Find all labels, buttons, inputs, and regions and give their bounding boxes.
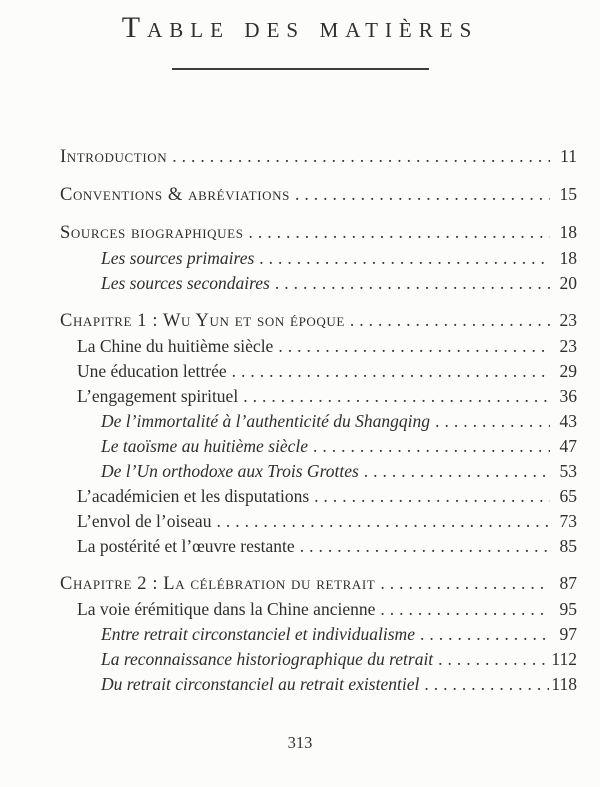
toc-entry-page: 53 <box>559 461 577 481</box>
toc-entry-page: 23 <box>559 310 577 330</box>
toc-entry-page: 87 <box>559 573 577 593</box>
toc-entry <box>60 597 577 622</box>
toc-entry <box>60 509 577 534</box>
dot-leader <box>350 308 550 333</box>
toc-entry <box>60 622 577 647</box>
toc-entry <box>60 308 577 334</box>
toc-entry-label: La reconnaissance historiographique du retrait <box>101 649 434 669</box>
dot-leader <box>420 622 550 647</box>
dot-leader <box>364 459 550 484</box>
toc-entry-page: 85 <box>559 536 577 556</box>
dot-leader <box>172 144 550 169</box>
toc-entry-label: Sources biographiques <box>60 223 244 243</box>
toc-entry <box>60 409 577 434</box>
toc-entry-page: 11 <box>560 146 577 166</box>
toc-entry <box>60 484 577 509</box>
dot-leader <box>243 384 550 409</box>
page-header <box>0 0 600 70</box>
toc-entry-label: De l’Un orthodoxe aux Trois Grottes <box>101 461 359 481</box>
title-divider <box>172 68 429 70</box>
toc-entry-page: 73 <box>559 511 577 531</box>
dot-leader <box>259 246 550 271</box>
dot-leader <box>275 271 550 296</box>
toc-entry-page: 15 <box>559 184 577 204</box>
toc-entry-page: 65 <box>559 486 577 506</box>
toc-entry-page: 95 <box>559 599 577 619</box>
toc-entry <box>60 182 577 208</box>
dot-leader <box>424 672 549 697</box>
toc-entry-page: 18 <box>559 248 577 268</box>
toc-entry-page: 36 <box>559 386 577 406</box>
dot-leader <box>314 484 550 509</box>
toc-entry <box>60 334 577 359</box>
page-title: Table des matières <box>121 11 479 44</box>
toc-entry-label: L’envol de l’oiseau <box>77 511 212 531</box>
toc-entry <box>60 359 577 384</box>
toc-entry-label: Introduction <box>60 147 168 167</box>
toc-entry-label: La postérité et l’œuvre restante <box>77 536 295 556</box>
dot-leader <box>300 534 550 559</box>
toc-entry-label: Du retrait circonstanciel au retrait existentiel <box>101 674 420 694</box>
toc-entry <box>60 571 577 597</box>
toc-entry <box>60 647 577 672</box>
dot-leader <box>249 220 550 245</box>
dot-leader <box>295 182 550 207</box>
dot-leader <box>438 647 549 672</box>
toc-entry <box>60 271 577 296</box>
toc-entry <box>60 459 577 484</box>
toc-entry-page: 29 <box>559 361 577 381</box>
toc-entry-label: La voie érémitique dans la Chine ancienne <box>77 599 376 619</box>
toc-entry-label: L’engagement spirituel <box>77 386 239 406</box>
dot-leader <box>380 597 550 622</box>
toc-entry <box>60 220 577 246</box>
dot-leader <box>313 434 550 459</box>
toc-entry <box>60 672 577 697</box>
dot-leader <box>216 509 550 534</box>
toc-entry-label: De l’immortalité à l’authenticité du Shangqing <box>101 411 431 431</box>
toc-entry <box>60 534 577 559</box>
toc-entry-page: 23 <box>559 336 577 356</box>
toc-entry <box>60 434 577 459</box>
toc-entry-label: Les sources secondaires <box>101 273 270 293</box>
toc-entry-page: 97 <box>559 624 577 644</box>
toc-entry <box>60 144 577 170</box>
toc-entry-page: 18 <box>559 222 577 242</box>
toc-entry-page: 47 <box>559 436 577 456</box>
dot-leader <box>278 334 550 359</box>
toc-entry <box>60 246 577 271</box>
page-footer <box>0 733 600 753</box>
toc-entry-label: Une éducation lettrée <box>77 361 227 381</box>
toc-list <box>60 144 577 697</box>
toc-entry-page: 112 <box>551 649 577 669</box>
toc-entry <box>60 384 577 409</box>
toc-entry-page: 43 <box>559 411 577 431</box>
toc-entry-label: L’académicien et les disputations <box>77 486 310 506</box>
toc-entry-label: Le taoïsme au huitième siècle <box>101 436 309 456</box>
toc-entry-label: Chapitre 1 : Wu Yun et son époque <box>60 311 345 331</box>
dot-leader <box>380 571 550 596</box>
dot-leader <box>435 409 550 434</box>
toc-entry-label: Les sources primaires <box>101 248 255 268</box>
toc-entry-label: Entre retrait circonstanciel et individualisme <box>101 624 415 644</box>
toc-entry-page: 20 <box>559 273 577 293</box>
folio-page-number: 313 <box>287 733 313 752</box>
toc-entry-label: La Chine du huitième siècle <box>77 336 274 356</box>
dot-leader <box>232 359 550 384</box>
toc-entry-label: Conventions & abréviations <box>60 185 290 205</box>
toc-entry-page: 118 <box>551 674 577 694</box>
toc-entry-label: Chapitre 2 : La célébration du retrait <box>60 574 376 594</box>
